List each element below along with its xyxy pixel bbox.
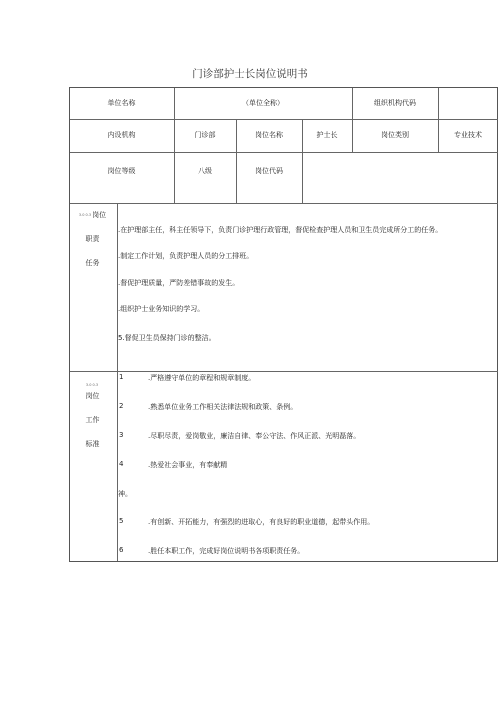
post-grade-value: 八级 bbox=[198, 167, 212, 175]
post-category-value: 专业技术 bbox=[454, 130, 482, 139]
row-divider bbox=[70, 203, 498, 204]
post-code-value bbox=[302, 151, 498, 191]
label-post-code: 岗位代码 bbox=[255, 167, 283, 175]
label-post-name: 岗位名称 bbox=[255, 130, 283, 139]
standard-text: .严格遵守单位的章程和规章制度。 bbox=[148, 374, 256, 382]
page-title: 门诊部护士长岗位说明书 bbox=[192, 68, 308, 80]
standard-text-continuation: 神。 bbox=[118, 490, 132, 498]
post-name-value: 护士长 bbox=[316, 130, 338, 139]
standard-number: 1 bbox=[119, 373, 124, 381]
label-post-category: 岗位类别 bbox=[381, 130, 409, 139]
duties-tiny-mark: 3.0 0.3 bbox=[78, 213, 92, 217]
internal-dept-value: 门诊部 bbox=[194, 130, 216, 139]
duty-item: .在护理部主任，科主任领导下，负责门诊护理行政管理，督促检查护理人员和卫生员完成所分工的任务。 bbox=[118, 226, 443, 234]
label-post-grade: 岗位等级 bbox=[107, 167, 136, 175]
duty-item: 5.督促卫生员保持门诊的整洁。 bbox=[118, 334, 216, 342]
standards-label: 3.0 0.3 岗位 工作 标准 bbox=[85, 383, 100, 448]
standard-number: 6 bbox=[119, 546, 124, 554]
duties-label: 3.0 0.3岗位 职责 任务 bbox=[78, 211, 107, 267]
standard-number: 4 bbox=[119, 460, 124, 468]
standard-text: .胜任本职工作，完成好岗位说明书各项职责任务。 bbox=[148, 547, 305, 555]
standards-tiny-mark: 3.0 0.3 bbox=[85, 383, 99, 387]
label-org-code: 组织机构代码 bbox=[374, 98, 416, 107]
standard-text: .有创新、开拓能力，有强烈的进取心，有良好的职业道德，起带头作用。 bbox=[148, 518, 375, 526]
duty-item: .制定工作计划，负责护理人员的分工排班。 bbox=[118, 252, 254, 260]
standard-text: .熟悉单位业务工作相关法律法规和政策、条例。 bbox=[148, 403, 298, 411]
standard-number: 3 bbox=[119, 431, 124, 439]
standard-number: 5 bbox=[119, 517, 124, 525]
duty-item: .组织护士业务知识的学习。 bbox=[118, 305, 205, 313]
label-unit-name: 单位名称 bbox=[107, 98, 136, 107]
label-internal-dept: 内设机构 bbox=[107, 130, 136, 139]
standard-text: .热爱社会事业，有奉献精 bbox=[148, 461, 228, 469]
standard-number: 2 bbox=[119, 402, 124, 410]
duty-item: .督促护理质量，严防差错事故的发生。 bbox=[118, 279, 240, 287]
org-code-value bbox=[438, 87, 498, 118]
standard-text: .尽职尽责，爱岗敬业，廉洁自律、奉公守法、作风正派、光明磊落。 bbox=[148, 432, 361, 440]
unit-full-name: （单位全称） bbox=[242, 98, 284, 107]
row-divider bbox=[70, 371, 498, 372]
